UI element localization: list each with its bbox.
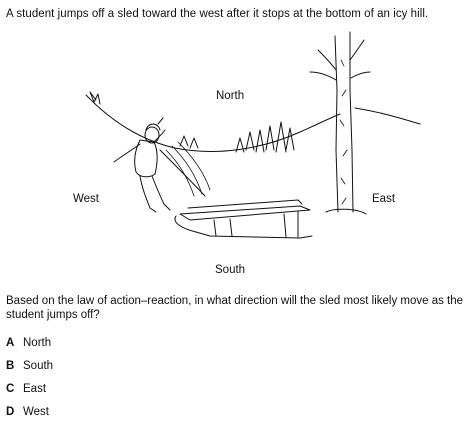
- hill-line: [86, 95, 340, 151]
- student-leg: [152, 176, 170, 210]
- motion-line: [172, 146, 202, 194]
- north-label: North: [216, 90, 245, 102]
- hill-line: [90, 92, 100, 104]
- south-label: South: [215, 264, 246, 276]
- option-letter: D: [6, 406, 15, 418]
- tree-branch: [350, 40, 364, 60]
- option-text: North: [23, 337, 52, 349]
- distant-trees: [236, 122, 294, 152]
- east-label: East: [372, 193, 396, 205]
- student-arm: [114, 144, 140, 162]
- option-text: West: [23, 406, 49, 418]
- answer-option-d[interactable]: [6, 406, 49, 420]
- tree-trunk: [335, 36, 338, 212]
- option-text: East: [23, 383, 47, 395]
- hill-line: [160, 150, 205, 196]
- question-prompt: Based on the law of action–reaction, in what direction will the sled most likely move as the student jumps off?: [6, 295, 464, 321]
- tree-base: [326, 209, 366, 214]
- distant-trees: [180, 136, 198, 148]
- option-text: South: [23, 360, 54, 372]
- question-stem: A student jumps off a sled toward the west after it stops at the bottom of an icy hill.: [6, 8, 429, 20]
- west-label: West: [73, 193, 99, 205]
- option-letter: C: [6, 383, 15, 395]
- motion-line: [166, 150, 194, 196]
- sled-seat: [180, 206, 310, 220]
- option-letter: B: [6, 360, 15, 372]
- option-letter: A: [6, 337, 15, 349]
- tree-branch: [318, 50, 336, 70]
- answer-option-c[interactable]: [6, 383, 46, 397]
- tree-branch: [310, 72, 336, 80]
- tree-branch: [351, 72, 370, 78]
- hill-line: [355, 108, 420, 124]
- tree-bark: [340, 60, 347, 204]
- sled-strut: [214, 212, 298, 237]
- student-leg: [140, 176, 156, 212]
- answer-option-b[interactable]: [6, 360, 53, 374]
- student-arm: [154, 130, 165, 142]
- answer-option-a[interactable]: [6, 337, 51, 351]
